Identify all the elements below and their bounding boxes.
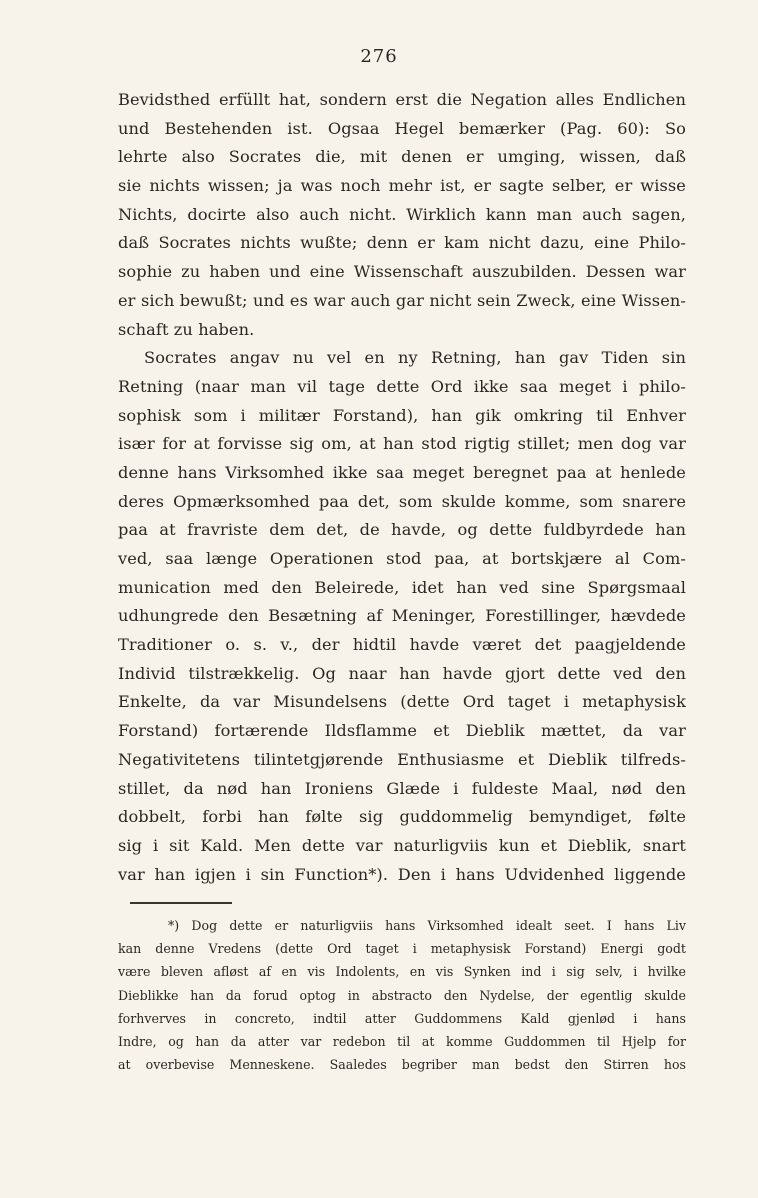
main-text [118, 86, 686, 889]
text-line: stillet, da nød han Ironiens Glæde i fuldeste Maal, nød den [118, 778, 686, 798]
text-line: paa at fravriste dem det, de havde, og dette fuldbyrdede han [118, 520, 686, 540]
paragraph-start-line: Socrates angav nu vel en ny Retning, han gav Tiden sin [144, 348, 686, 368]
text-line: var han igjen i sin Function*). Den i hans Udvidenhed liggende [118, 864, 686, 884]
text-line: Forstand) fortærende Ildsflamme et Dieblik mættet, da var [118, 721, 686, 741]
footnote-divider [130, 902, 232, 904]
text-line: udhungrede den Besætning af Meninger, Forestillinger, hævdede [118, 606, 686, 626]
text-line: sophisk som i militær Forstand), han gik omkring til Enhver [118, 405, 686, 425]
text-line: Traditioner o. s. v., der hidtil havde været det paagjeldende [118, 635, 686, 655]
text-line: Enkelte, da var Misundelsens (dette Ord taget i metaphysisk [118, 692, 686, 712]
text-line: daß Socrates nichts wußte; denn er kam nicht dazu, eine Philo- [118, 233, 686, 253]
text-line: Bevidsthed erfüllt hat, sondern erst die Negation alles Endlichen [118, 90, 686, 109]
footnote-line: *) Dog dette er naturligviis hans Virksomhed idealt seet. I hans Liv [168, 918, 686, 933]
text-line: munication med den Beleirede, idet han ved sine Spørgsmaal [118, 577, 686, 597]
text-line: Individ tilstrækkelig. Og naar han havde gjort dette ved den [118, 663, 686, 683]
text-line: Negativitetens tilintetgjørende Enthusiasme et Dieblik tilfreds- [118, 749, 686, 769]
text-line: denne hans Virksomhed ikke saa meget beregnet paa at henlede [118, 462, 686, 482]
text-line: ved, saa længe Operationen stod paa, at bortskjære al Com- [118, 549, 686, 568]
footnote-line: Indre, og han da atter var redebon til at komme Guddommen til Hjelp for [118, 1033, 686, 1049]
footnote-block [118, 914, 686, 1076]
text-line: lehrte also Socrates die, mit denen er umging, wissen, daß [118, 147, 686, 167]
footnote-line: at overbevise Menneskene. Saaledes begriber man bedst den Stirren hos [118, 1057, 686, 1073]
text-line: sophie zu haben und eine Wissenschaft auszubilden. Dessen war [118, 262, 686, 282]
text-line: Retning (naar man vil tage dette Ord ikke saa meget i philo- [118, 376, 686, 396]
footnote-line: kan denne Vredens (dette Ord taget i metaphysisk Forstand) Energi godt [118, 941, 686, 957]
page-number: 276 [360, 46, 398, 67]
text-line: sie nichts wissen; ja was noch mehr ist, er sagte selber, er wisse [118, 176, 686, 196]
text-line: und Bestehenden ist. Ogsaa Hegel bemærker (Pag. 60): So [118, 118, 686, 138]
text-line: er sich bewußt; und es war auch gar nicht sein Zweck, eine Wissen- [118, 290, 686, 310]
text-line: især for at forvisse sig om, at han stod rigtig stillet; men dog var [118, 434, 686, 454]
footnote-line: være bleven afløst af en vis Indolents, en vis Synken ind i sig selv, i hvilke [118, 964, 686, 980]
text-line: deres Opmærksomhed paa det, som skulde komme, som snarere [118, 491, 686, 511]
text-line: schaft zu haben. [118, 319, 255, 339]
footnote-line: forhverves in concreto, indtil atter Guddommens Kald gjenlød i hans [118, 1010, 686, 1026]
footnote-line: Dieblikke han da forud optog in abstracto den Nydelse, der egentlig skulde [118, 987, 686, 1003]
text-line: sig i sit Kald. Men dette var naturligviis kun et Dieblik, snart [118, 835, 686, 855]
text-line: dobbelt, forbi han følte sig guddommelig bemyndiget, følte [118, 807, 686, 827]
text-line: Nichts, docirte also auch nicht. Wirklich kann man auch sagen, [118, 204, 686, 224]
